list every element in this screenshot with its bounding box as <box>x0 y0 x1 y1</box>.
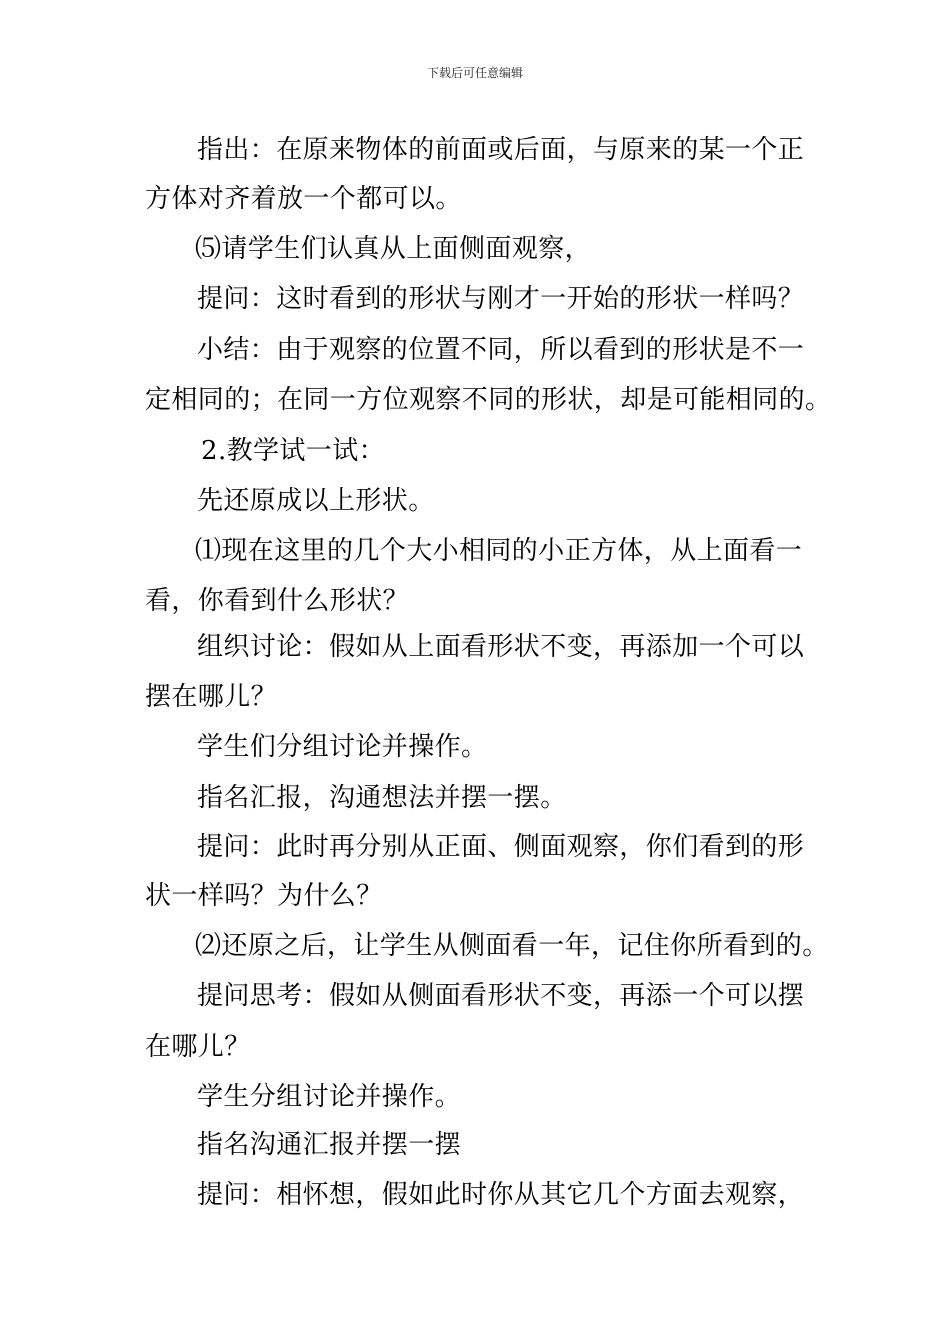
text-line: 定相同的；在同一方位观察不同的形状，却是可能相同的。 <box>145 385 832 415</box>
text-line: 提问：相怀想，假如此时你从其它几个方面去观察， <box>197 1180 805 1210</box>
text-line: 提问：这时看到的形状与刚才一开始的形状一样吗？ <box>197 284 805 314</box>
page-header: 下载后可任意编辑 <box>426 66 523 80</box>
text-line: ⑵还原之后，让学生从侧面看一年，记住你所看到的。 <box>195 931 829 961</box>
text-line: ⑴现在这里的几个大小相同的小正方体，从上面看一 <box>195 536 803 566</box>
text-line: 在哪儿？ <box>145 1032 251 1062</box>
text-line: 提问：此时再分别从正面、侧面观察，你们看到的形 <box>197 832 805 862</box>
text-line: 看，你看到什么形状？ <box>145 586 410 616</box>
text-line: 学生分组讨论并操作。 <box>197 1082 462 1112</box>
text-line: 指出：在原来物体的前面或后面，与原来的某一个正 <box>197 135 805 165</box>
text-line: 摆在哪儿？ <box>145 682 278 712</box>
text-line: 组织讨论：假如从上面看形状不变，再添加一个可以 <box>197 632 805 662</box>
text-line: 提问思考：假如从侧面看形状不变，再添一个可以摆 <box>197 981 805 1011</box>
text-line: 指名汇报，沟通想法并摆一摆。 <box>197 783 567 813</box>
text-line: 先还原成以上形状。 <box>197 486 435 516</box>
text-line: 指名沟通汇报并摆一摆 <box>197 1130 462 1160</box>
text-line: 小结：由于观察的位置不同，所以看到的形状是不一 <box>197 335 805 365</box>
text-line: 学生们分组讨论并操作。 <box>197 732 488 762</box>
text-line: ⑸请学生们认真从上面侧面观察， <box>195 234 592 264</box>
text-line: 状一样吗？为什么？ <box>145 881 383 911</box>
text-line: 2.教学试一试： <box>201 436 386 466</box>
text-line: 方体对齐着放一个都可以。 <box>145 184 462 214</box>
